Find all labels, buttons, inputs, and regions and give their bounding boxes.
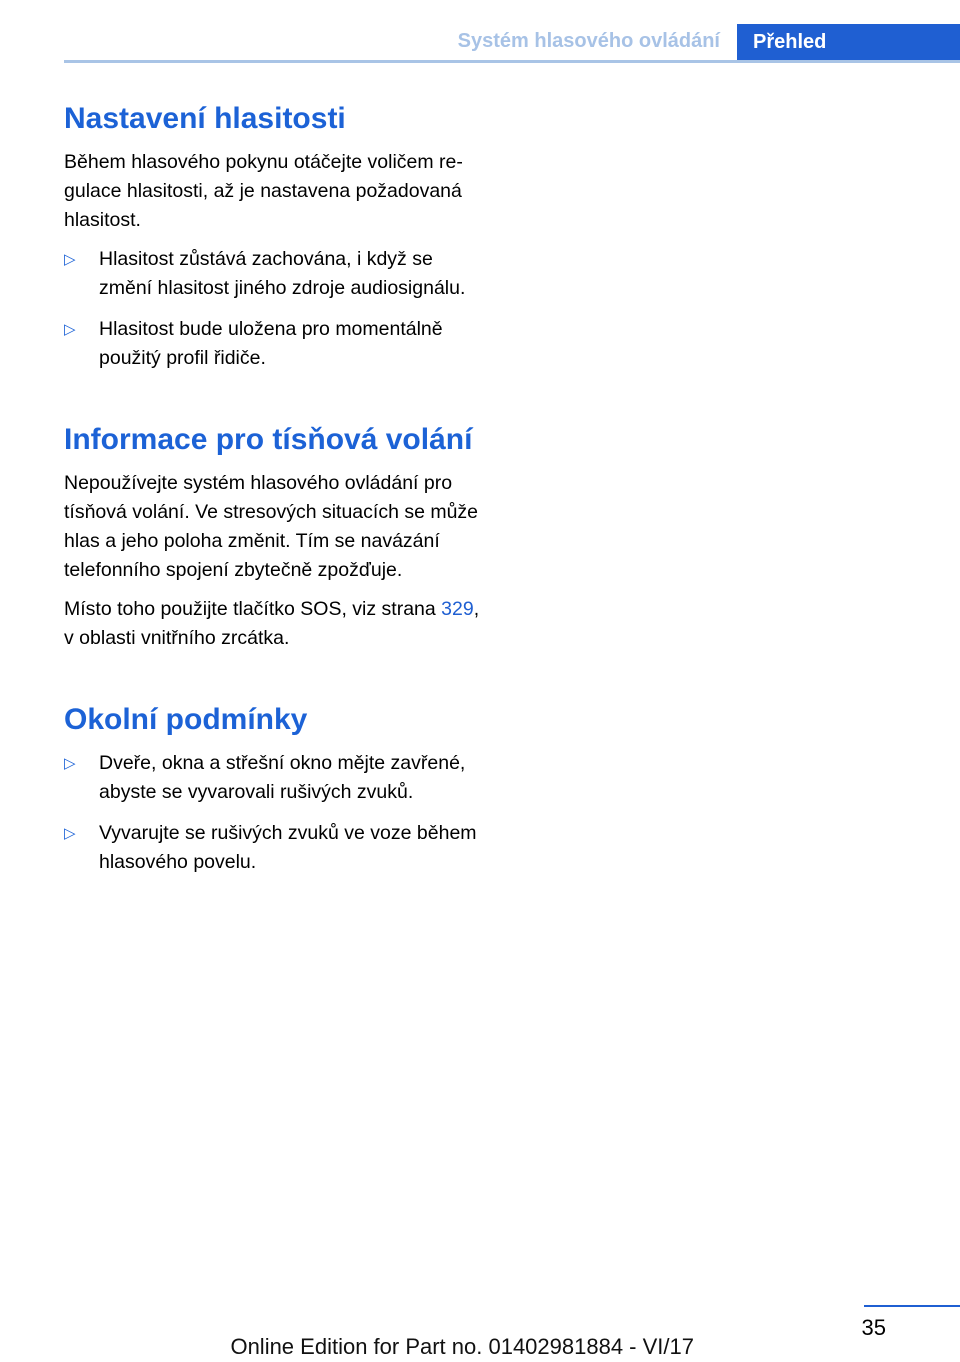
bullet-triangle-icon: ▷: [64, 755, 76, 772]
bullet-triangle-icon: ▷: [64, 251, 76, 268]
section-volume: [64, 100, 484, 373]
section-title: Informace pro tísňová volání: [64, 423, 473, 456]
footer-rule: [864, 1305, 960, 1307]
header-section-title: Systém hlasového ovládání: [457, 30, 720, 52]
header-rule: [64, 60, 960, 63]
bullet-list: [64, 245, 484, 373]
bullet-triangle-icon: ▷: [64, 825, 76, 842]
list-item-text: Hlasitost bude uložena pro momentálně použitý profil řidiče.: [99, 318, 443, 369]
footer-edition-text: Online Edition for Part no. 01402981884 - VI/17: [230, 1334, 694, 1359]
section-paragraph: [64, 595, 484, 653]
main-content: [64, 100, 484, 925]
list-item: [64, 749, 484, 807]
section-ambient-conditions: [64, 701, 484, 877]
section-emergency-calls: [64, 421, 484, 653]
header-tab: Přehled: [737, 24, 960, 63]
section-title: Nastavení hlasitosti: [64, 102, 346, 135]
list-item: [64, 315, 484, 373]
section-paragraph: Během hlasového pokynu otáčejte voličem regulace hlasitosti, až je nastavena požadovaná hlasitost.: [64, 151, 463, 231]
page-number: 35: [861, 1315, 886, 1340]
paragraph-text: Místo toho použijte tlačítko SOS, viz strana: [64, 598, 442, 620]
section-paragraph: Nepoužívejte systém hlasového ovládání pro tísňová volání. Ve stresových situacích se může hlas a jeho poloha změnit. Tím se navázání telefonního spojení zbytečně zpožďuje.: [64, 472, 479, 581]
list-item: [64, 819, 484, 877]
bullet-list: [64, 749, 484, 877]
page-header: [0, 0, 960, 64]
bullet-triangle-icon: ▷: [64, 321, 76, 338]
list-item-text: Hlasitost zůstává zachována, i když se změní hlasitost jiného zdroje audiosignálu.: [99, 248, 466, 299]
list-item-text: Vyvarujte se rušivých zvuků ve voze během hlasového povelu.: [99, 822, 477, 873]
page-reference-link[interactable]: 329: [441, 598, 474, 620]
list-item: [64, 245, 484, 303]
section-title: Okolní podmínky: [64, 703, 308, 736]
paragraph-text: , v oblasti vnitřního zrcátka.: [64, 598, 480, 649]
list-item-text: Dveře, okna a střešní okno mějte zavřené, abyste se vyvarovali rušivých zvuků.: [99, 752, 466, 803]
